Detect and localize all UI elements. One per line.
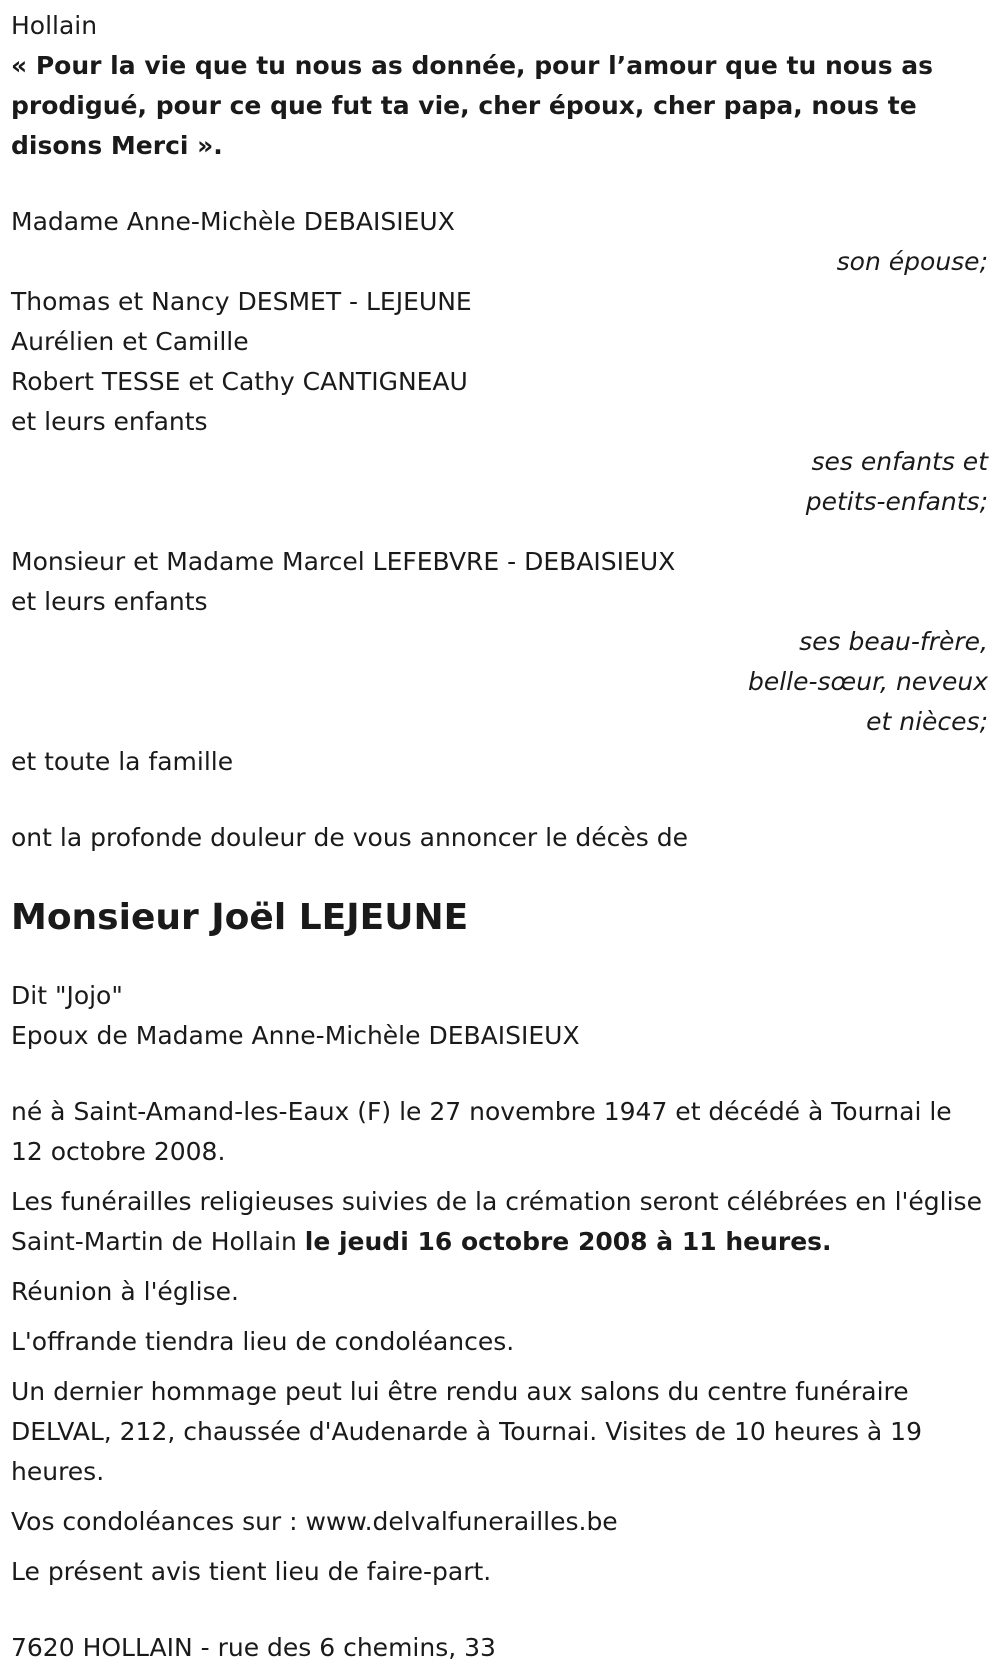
deceased-spouse-of: Epoux de Madame Anne-Michèle DEBAISIEUX bbox=[11, 1021, 580, 1050]
family-role: et nièces; bbox=[866, 707, 988, 736]
condolences-info: Vos condoléances sur : www.delvalfunerailles.be bbox=[11, 1507, 618, 1536]
family-rest: et toute la famille bbox=[11, 747, 234, 776]
family-member-line: et leurs enfants bbox=[11, 587, 208, 616]
family-member-line: Monsieur et Madame Marcel LEFEBVRE - DEBAISIEUX bbox=[11, 547, 676, 576]
family-role: son épouse; bbox=[836, 247, 988, 276]
offering-info: L'offrande tiendra lieu de condoléances. bbox=[11, 1327, 515, 1356]
family-group-children bbox=[11, 282, 1000, 522]
family-member-line: Aurélien et Camille bbox=[11, 327, 249, 356]
town-name: Hollain bbox=[11, 11, 98, 40]
funeral-details bbox=[11, 1182, 986, 1262]
family-member-line: Madame Anne-Michèle DEBAISIEUX bbox=[11, 207, 455, 236]
family-role: ses beau-frère, bbox=[799, 627, 988, 656]
deceased-name: Monsieur Joël LEJEUNE bbox=[11, 897, 469, 938]
meeting-info: Réunion à l'église. bbox=[11, 1277, 239, 1306]
family-member-line: Thomas et Nancy DESMET - LEJEUNE bbox=[11, 287, 472, 316]
family-member-line: Robert TESSE et Cathy CANTIGNEAU bbox=[11, 367, 468, 396]
family-role: belle-sœur, neveux bbox=[747, 667, 988, 696]
birth-death-details: né à Saint-Amand-les-Eaux (F) le 27 novembre 1947 et décédé à Tournai le 12 octobre 2008. bbox=[11, 1097, 952, 1166]
family-role: petits-enfants; bbox=[805, 487, 988, 516]
funeral-date-time: le jeudi 16 octobre 2008 à 11 heures. bbox=[304, 1227, 832, 1256]
family-role: ses enfants et bbox=[811, 447, 988, 476]
dedication-quote: « Pour la vie que tu nous as donnée, pour l’amour que tu nous as prodigué, pour ce que fut ta vie, cher époux, cher papa, nous te disons Merci ». bbox=[11, 51, 934, 160]
deceased-nickname: Dit "Jojo" bbox=[11, 981, 123, 1010]
funeral-intro: Les funérailles religieuses suivies de la crémation seront célébrées en l'église Saint-Martin de Hollain bbox=[11, 1187, 982, 1256]
family-member-line: et leurs enfants bbox=[11, 407, 208, 436]
family-group-inlaws bbox=[11, 542, 1000, 742]
announcement-text: ont la profonde douleur de vous annoncer le décès de bbox=[11, 823, 689, 852]
family-group-spouse bbox=[11, 202, 1000, 282]
tribute-info: Un dernier hommage peut lui être rendu aux salons du centre funéraire DELVAL, 212, chaussée d'Audenarde à Tournai. Visites de 10 heures à 19 heures. bbox=[11, 1377, 922, 1486]
notice-info: Le présent avis tient lieu de faire-part. bbox=[11, 1557, 492, 1586]
family-address: 7620 HOLLAIN - rue des 6 chemins, 33 bbox=[11, 1633, 496, 1662]
